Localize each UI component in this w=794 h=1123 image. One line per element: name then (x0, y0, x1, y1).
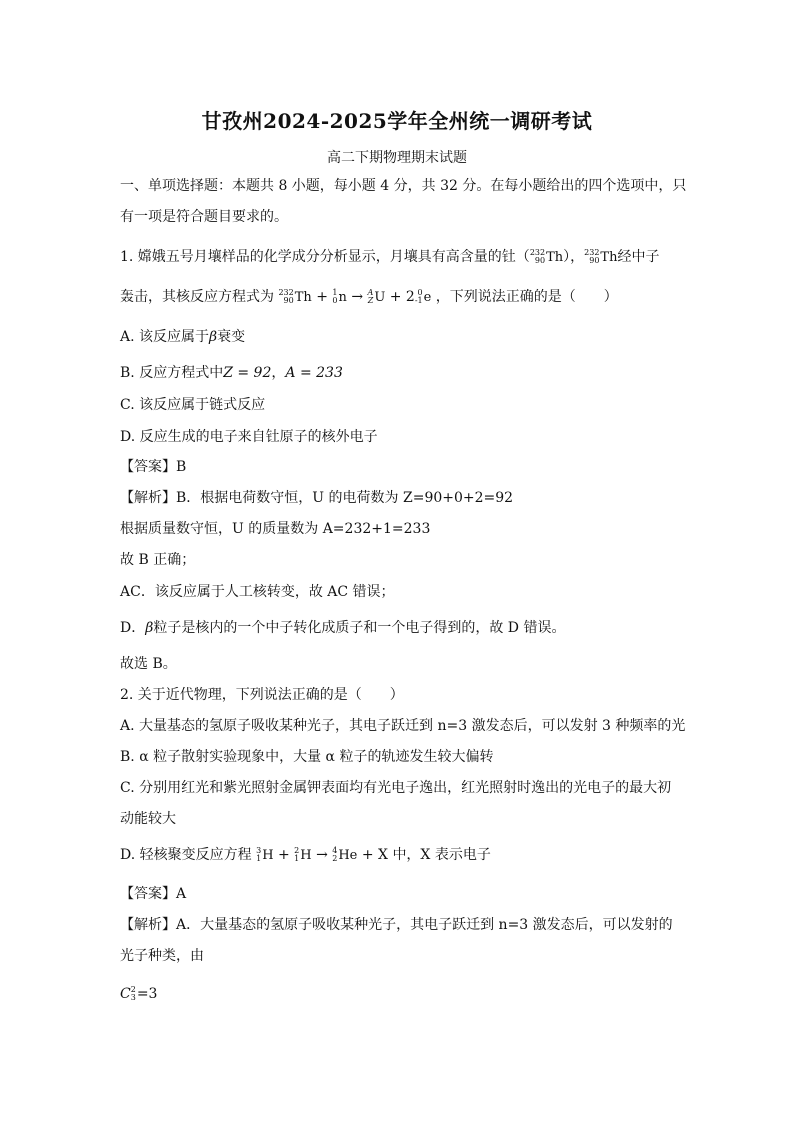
q1-stem-line1 (120, 248, 659, 267)
q2-option-c-line1: C. 分别用红光和紫光照射金属钾表面均有光电子逸出，红光照射时逸出的光电子的最大初 (120, 780, 672, 796)
q1-analysis-l2: 根据质量数守恒，U 的质量数为 A=232+1=233 (120, 521, 431, 537)
q2-answer: 【答案】A (120, 886, 187, 902)
q1-analysis-l3: 故 B 正确； (120, 552, 196, 568)
q2-stem: 2. 关于近代物理，下列说法正确的是（ ） (120, 687, 404, 703)
q1-option-a: A. 该反应属于β衰变 (120, 329, 246, 345)
q2-option-b: B. α 粒子散射实验现象中，大量 α 粒子的轨迹发生较大偏转 (120, 749, 494, 765)
q1-stem-a: 1. 嫦娥五号月壤样品的化学成分分析显示，月壤具有高含量的钍（ (120, 249, 530, 265)
section-heading-line2: 有一项是符合题目要求的。 (120, 209, 288, 225)
q1-equation: 232 90 Th + 1 0 n → A Z U + 2 0 -1 e (278, 288, 432, 305)
q1-stem-b: ）， (563, 249, 585, 265)
q2-analysis-l3: C 2 3 =3 (120, 985, 158, 1002)
nuclide-th-2-symbol: Th (600, 250, 618, 265)
nuclide-th-1: 232 90 (529, 248, 546, 265)
q1-analysis-l1: 【解析】B．根据电荷数守恒，U 的电荷数为 Z=90+0+2=92 (120, 490, 514, 506)
q2-option-d: D. 轻核聚变反应方程 3 1 H + 2 1 H → 4 2 He + X 中，X 表示电子 (120, 846, 491, 863)
q1-option-c: C. 该反应属于链式反应 (120, 397, 266, 413)
q1-option-d: D. 反应生成的电子来自钍原子的核外电子 (120, 429, 378, 445)
q2-analysis-l1: 【解析】A．大量基态的氢原子吸收某种光子，其电子跃迁到 n=3 激发态后，可以发射的 (120, 917, 673, 933)
q1-stem-e: ，下列说法正确的是（ ） (435, 289, 618, 305)
q1-stem-d: 轰击，其核反应方程式为 (120, 289, 274, 305)
q2-equation: 3 1 H + 2 1 H → 4 2 He + X (256, 846, 388, 863)
nuclide-th-2: 232 90 (584, 248, 600, 265)
q1-stem-line2 (120, 288, 618, 307)
q1-option-b: B. 反应方程式中Z = 92，A = 233 (120, 365, 343, 381)
q2-option-c-line2: 动能较大 (120, 811, 176, 827)
q1-analysis-l5: D．β粒子是核内的一个中子转化成质子和一个电子得到的，故 D 错误。 (120, 620, 566, 636)
nuclide-th-1-symbol: Th (546, 250, 564, 265)
q1-stem-c: 经中子 (617, 249, 660, 265)
section-heading-line1: 一、单项选择题：本题共 8 小题，每小题 4 分，共 32 分。在每小题给出的四个选项中，只 (120, 178, 687, 194)
document-title: 甘孜州2024-2025学年全州统一调研考试 (201, 109, 593, 133)
q2-option-a: A. 大量基态的氢原子吸收某种光子，其电子跃迁到 n=3 激发态后，可以发射 3 种频率的光 (120, 718, 686, 734)
q1-answer: 【答案】B (120, 459, 187, 475)
q1-analysis-l4: AC．该反应属于人工核转变，故 AC 错误； (120, 584, 395, 600)
q1-analysis-l6: 故选 B。 (120, 656, 177, 672)
q2-analysis-l2: 光子种类，由 (120, 948, 204, 964)
document-subtitle: 高二下期物理期末试题 (327, 150, 467, 166)
